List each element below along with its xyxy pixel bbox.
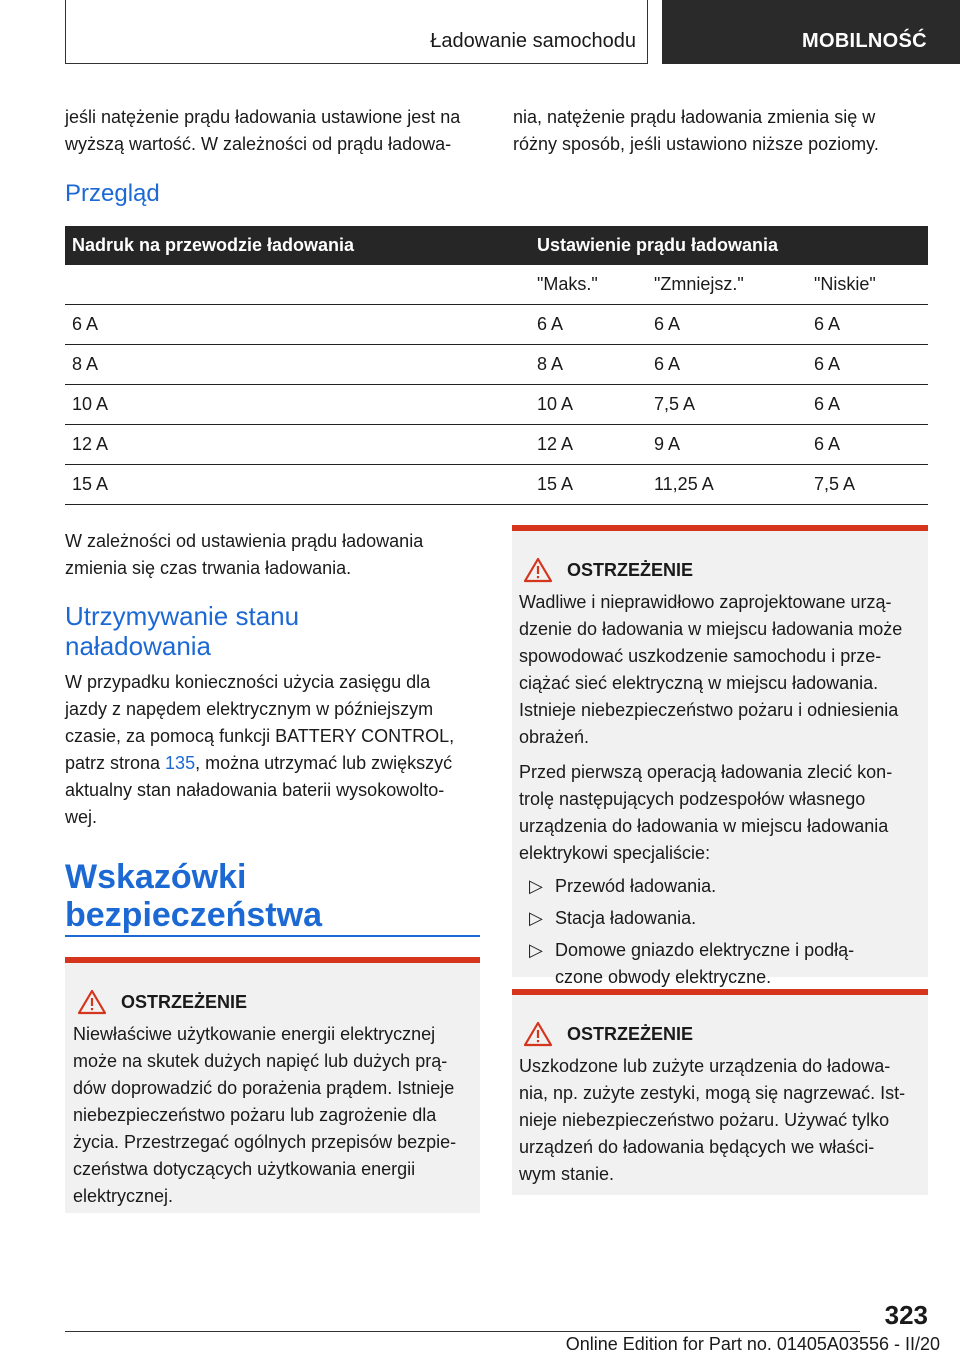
text-line: urządzeń do ładowania będących we właści- <box>519 1137 875 1157</box>
warning-header <box>519 557 922 583</box>
text-line: Przed pierwszą operacją ładowania zlecić kon- <box>519 762 893 782</box>
table-cell: 7,5 A <box>647 385 807 425</box>
text-line: może na skutek dużych napięć lub dużych prą- <box>73 1051 448 1071</box>
text-line: W przypadku konieczności użycia zasięgu dla <box>65 672 431 692</box>
table-row <box>65 465 928 505</box>
warning-triangle-icon <box>523 1021 553 1047</box>
bullet-triangle-icon: ▷ <box>529 940 543 960</box>
warning-title: OSTRZEŻENIE <box>567 1023 694 1044</box>
table-header-row <box>65 226 928 265</box>
intro-right <box>513 104 879 158</box>
warning-text <box>519 589 922 751</box>
list-item-text: Przewód ładowania. <box>555 876 717 896</box>
warning-text <box>519 1053 922 1188</box>
intro-left-line: jeśli natężenie prądu ładowania ustawione jest na <box>65 107 461 127</box>
text-line: czasie, za pomocą funkcji BATTERY CONTROL, <box>65 726 455 746</box>
footer-rule <box>65 1331 860 1332</box>
text-line: zmienia się czas trwania ładowania. <box>65 558 352 578</box>
header-tab[interactable] <box>662 0 960 64</box>
table-cell: 12 A <box>65 425 530 465</box>
text-line: czone obwody elektryczne. <box>555 967 772 987</box>
warning-triangle-icon <box>523 557 553 583</box>
list-item <box>519 937 922 991</box>
text-line: W zależności od ustawienia prądu ładowania <box>65 531 424 551</box>
list-item-text: Stacja ładowania. <box>555 908 697 928</box>
table-cell: 11,25 A <box>647 465 807 505</box>
text-line: dzenie do ładowania w miejscu ładowania może <box>519 619 903 639</box>
intro-left <box>65 104 460 158</box>
table-cell: 15 A <box>530 465 647 505</box>
text-line: Istnieje niebezpieczeństwo pożaru i odniesienia <box>519 700 899 720</box>
text-line: Domowe gniazdo elektryczne i podłą- <box>555 940 855 960</box>
warning-text <box>519 759 922 867</box>
list-item <box>519 873 922 900</box>
table-cell: 8 A <box>530 345 647 385</box>
page-number: 323 <box>884 1300 928 1330</box>
warning-title: OSTRZEŻENIE <box>567 559 694 580</box>
table-cell: 6 A <box>530 305 647 345</box>
table-row <box>65 425 928 465</box>
text-line: elektrykowi specjaliście: <box>519 843 711 863</box>
intro-left-line: wyższą wartość. W zależności od prądu ładowa- <box>65 134 452 154</box>
warning-header <box>73 989 472 1015</box>
table-cell: 6 A <box>807 345 928 385</box>
bullet-list <box>519 873 922 991</box>
text-line: niebezpieczeństwo pożaru lub zagrożenie dla <box>73 1105 437 1125</box>
table-subheader-max: "Maks." <box>530 265 647 305</box>
header-section-title: Ładowanie samochodu <box>430 30 636 52</box>
intro-right-line: nia, natężenie prądu ładowania zmienia się w <box>513 107 876 127</box>
heading-line: Wskazówki <box>65 858 247 896</box>
table-header-cable-print: Nadruk na przewodzie ładowania <box>65 226 530 265</box>
text-line: czeństwa dotyczących użytkowania energii <box>73 1159 416 1179</box>
text-line: nia, np. zużyte zestyki, mogą się nagrzewać. Ist- <box>519 1083 906 1103</box>
text-line: spowodować uszkodzenie samochodu i prze- <box>519 646 882 666</box>
warning-box <box>65 957 480 1213</box>
intro-right-line: różny sposób, jeśli ustawiono niższe poziomy. <box>513 134 879 154</box>
text-line: życia. Przestrzegać ogólnych przepisów bezpie- <box>73 1132 457 1152</box>
warning-triangle-icon <box>77 989 107 1015</box>
table-subheader-low: "Niskie" <box>807 265 928 305</box>
safety-heading-rule <box>65 935 480 937</box>
text-line: aktualny stan naładowania baterii wysokowolto- <box>65 780 445 800</box>
text-line: wym stanie. <box>519 1164 615 1184</box>
heading-line: bezpieczeństwa <box>65 896 322 934</box>
table-cell: 9 A <box>647 425 807 465</box>
text-span: patrz strona <box>65 753 166 773</box>
warning-header <box>519 1021 922 1047</box>
table-subheader-row <box>65 265 928 305</box>
table-cell: 8 A <box>65 345 530 385</box>
table-cell: 6 A <box>807 425 928 465</box>
text-line: dów doprowadzić do porażenia prądem. Istnieje <box>73 1078 455 1098</box>
warning-box <box>512 989 928 1195</box>
safety-heading <box>65 858 322 934</box>
table-cell: 6 A <box>807 385 928 425</box>
table-row <box>65 305 928 345</box>
warning-title: OSTRZEŻENIE <box>121 991 248 1012</box>
table-cell: 7,5 A <box>807 465 928 505</box>
text-line: nieje niebezpieczeństwo pożaru. Używać tylko <box>519 1110 890 1130</box>
table-cell: 6 A <box>647 305 807 345</box>
list-item-text <box>555 937 854 991</box>
table-cell: 10 A <box>530 385 647 425</box>
text-span: , można utrzymać lub zwiększyć <box>195 753 453 773</box>
bullet-triangle-icon: ▷ <box>529 908 543 928</box>
table-row <box>65 345 928 385</box>
table-cell: 12 A <box>530 425 647 465</box>
heading-line: Utrzymywanie stanu <box>65 601 300 631</box>
table-subheader-reduced: "Zmniejsz." <box>647 265 807 305</box>
page-link[interactable]: 135 <box>165 753 196 773</box>
text-line: ciążać sieć elektryczną w miejscu ładowania. <box>519 673 879 693</box>
text-line: urządzenia do ładowania w miejscu ładowania <box>519 816 889 836</box>
heading-line: naładowania <box>65 631 212 661</box>
maintain-heading <box>65 601 299 661</box>
text-line: Uszkodzone lub zużyte urządzenia do ładowa- <box>519 1056 891 1076</box>
maintain-text <box>65 669 485 831</box>
text-line: jazdy z napędem elektrycznym w późniejszym <box>65 699 434 719</box>
text-line: elektrycznej. <box>73 1186 174 1206</box>
table-cell <box>65 265 530 305</box>
warning-text <box>73 1021 472 1210</box>
table-header-current-setting: Ustawienie prądu ładowania <box>530 226 928 265</box>
text-line: Niewłaściwe użytkowanie energii elektrycznej <box>73 1024 436 1044</box>
table-cell: 10 A <box>65 385 530 425</box>
table-row <box>65 385 928 425</box>
text-line: obrażeń. <box>519 727 590 747</box>
header-tab-label: MOBILNOŚĆ <box>802 30 927 52</box>
footer-edition: Online Edition for Part no. 01405A03556 - II/20 <box>565 1334 940 1354</box>
overview-heading: Przegląd <box>65 180 160 207</box>
warning-box <box>512 525 928 987</box>
after-table-text <box>65 528 423 582</box>
table-cell: 6 A <box>807 305 928 345</box>
text-line: wej. <box>65 807 98 827</box>
bullet-triangle-icon: ▷ <box>529 876 543 896</box>
text-line: Wadliwe i nieprawidłowo zaprojektowane urzą- <box>519 592 892 612</box>
table-cell: 15 A <box>65 465 530 505</box>
charging-current-table <box>65 226 928 505</box>
text-line: trolę następujących podzespołów własnego <box>519 789 866 809</box>
table-cell: 6 A <box>647 345 807 385</box>
list-item <box>519 905 922 932</box>
text-line <box>65 750 485 777</box>
table-cell: 6 A <box>65 305 530 345</box>
